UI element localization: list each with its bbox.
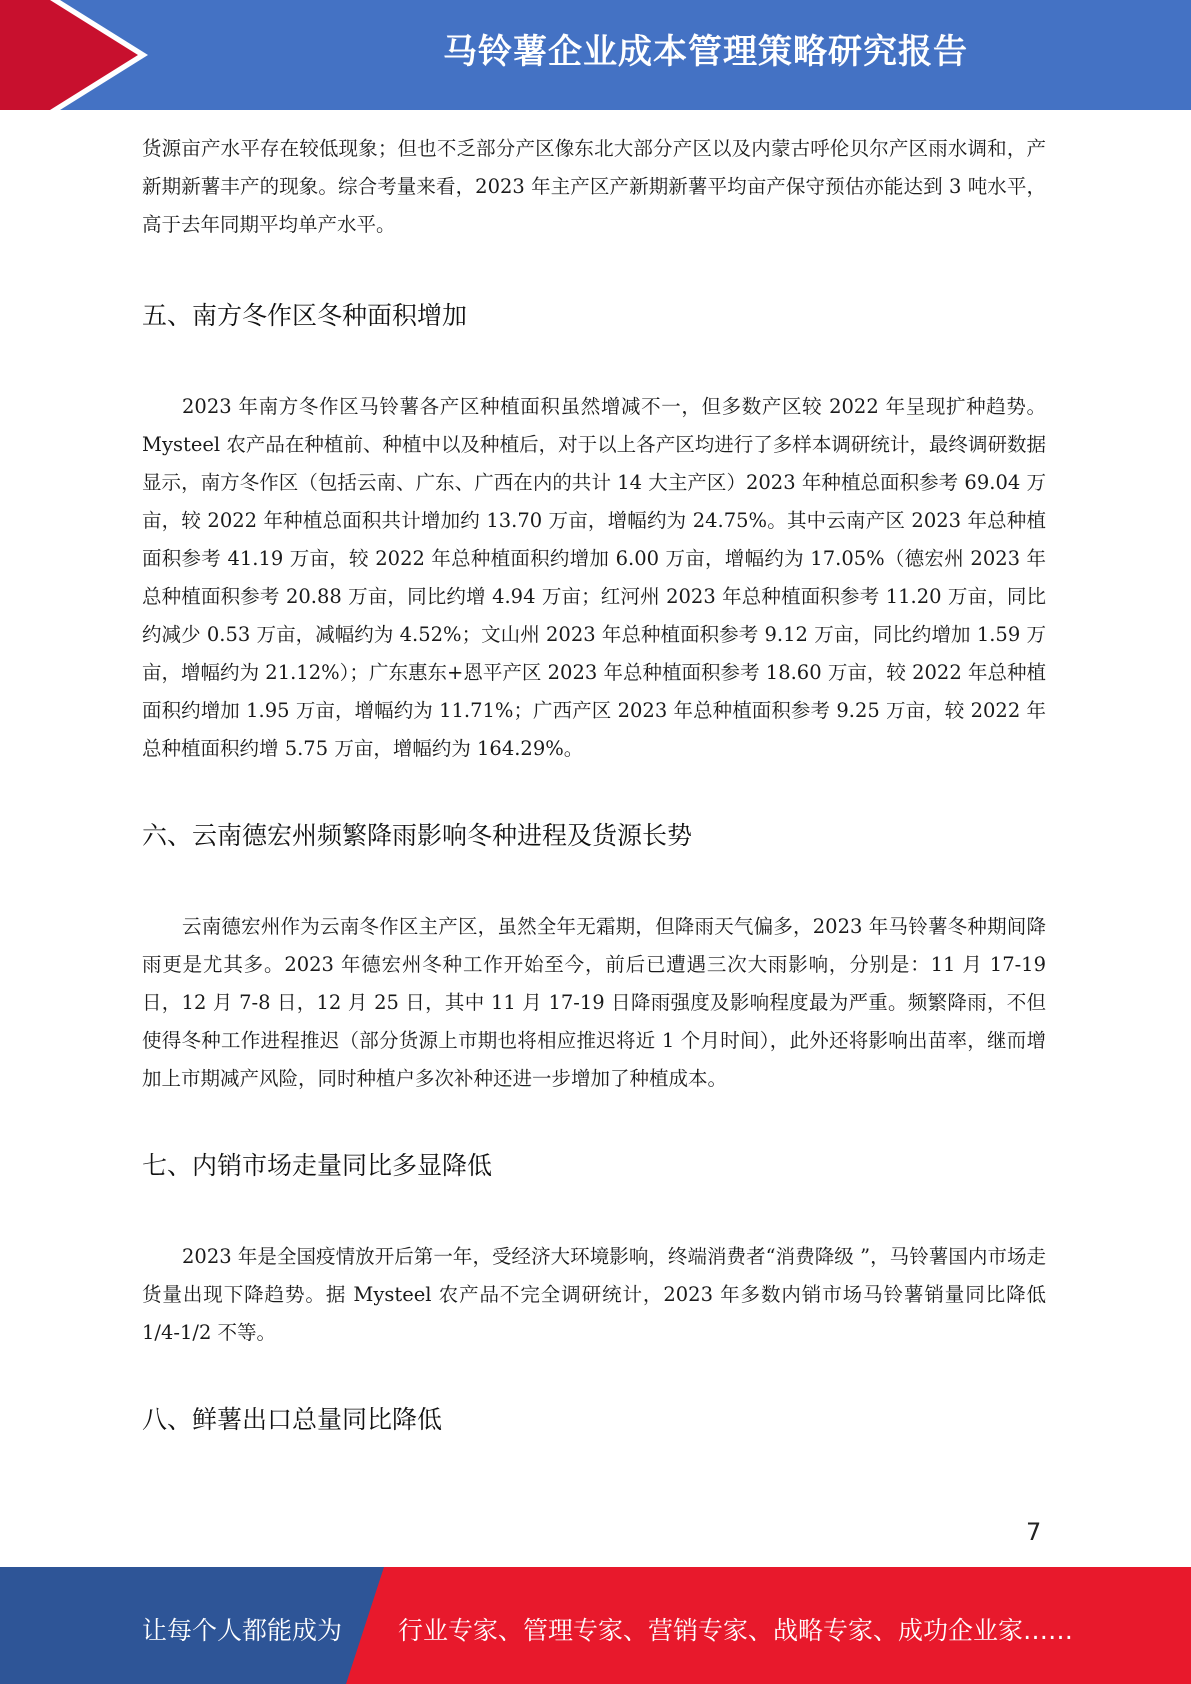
report-title: 马铃薯企业成本管理策略研究报告 bbox=[443, 32, 968, 72]
page-header bbox=[0, 0, 1191, 110]
section-heading-6: 六、云南德宏州频繁降雨影响冬种进程及货源长势 bbox=[142, 821, 693, 850]
section-paragraph-5: 2023 年南方冬作区马铃薯各产区种植面积虽然增减不一，但多数产区较 2022 年呈现扩种趋势。Mysteel 农产品在种植前、种植中以及种植后，对于以上各产区均进行了多样本调研统计，最终调研数据显示，南方冬作区（包括云南、广东、广西在内的共计 14 大主产区）2023 年种植总面积参考 69.04 万亩，较 2022 年种植总面积共计增加约 13.70 万亩，增幅约为 24.75%。其中云南产区 2023 年总种植面积参考 41.19 万亩，较 2022 年总种植面积约增加 6.00 万亩，增幅约为 17.05%（德宏州 2023 年总种植面积参考 20.88 万亩，同比约增 4.94 万亩；红河州 2023 年总种植面积参考 11.20 万亩，同比约减少 0.53 万亩，减幅约为 4.52%；文山州 2023 年总种植面积参考 9.12 万亩，同比约增加 1.59 万亩，增幅约为 21.12%）；广东惠东+恩平产区 2023 年总种植面积参考 18.60 万亩，较 2022 年总种植面积约增加 1.95 万亩，增幅约为 11.71%；广西产区 2023 年总种植面积参考 9.25 万亩，较 2022 年总种植面积约增 5.75 万亩，增幅约为 164.29%。 bbox=[142, 395, 1046, 760]
page-number: 7 bbox=[1026, 1518, 1042, 1546]
intro-paragraph: 货源亩产水平存在较低现象；但也不乏部分产区像东北大部分产区以及内蒙古呼伦贝尔产区雨水调和，产新期新薯丰产的现象。综合考量来看，2023 年主产区产新期新薯平均亩产保守预估亦能达到 3 吨水平，高于去年同期平均单产水平。 bbox=[142, 137, 1046, 236]
footer-slogan-left: 让每个人都能成为 bbox=[142, 1616, 343, 1645]
section-paragraph-7: 2023 年是全国疫情放开后第一年，受经济大环境影响，终端消费者“消费降级 ”，马铃薯国内市场走货量出现下降趋势。据 Mysteel 农产品不完全调研统计，2023 年多数内销市场马铃薯销量同比降低 1/4-1/2 不等。 bbox=[142, 1245, 1046, 1344]
section-heading-5: 五、南方冬作区冬种面积增加 bbox=[142, 301, 468, 330]
section-heading-7: 七、内销市场走量同比多显降低 bbox=[142, 1151, 493, 1180]
page-content bbox=[142, 130, 1046, 1436]
section-paragraph-6: 云南德宏州作为云南冬作区主产区，虽然全年无霜期，但降雨天气偏多，2023 年马铃薯冬种期间降雨更是尤其多。2023 年德宏州冬种工作开始至今，前后已遭遇三次大雨影响，分别是：11 月 17-19 日，12 月 7-8 日，12 月 25 日，其中 11 月 17-19 日降雨强度及影响程度最为严重。频繁降雨，不但使得冬种工作进程推迟（部分货源上市期也将相应推迟将近 1 个月时间），此外还将影响出苗率，继而增加上市期减产风险，同时种植户多次补种还进一步增加了种植成本。 bbox=[142, 915, 1046, 1090]
section-heading-8: 八、鲜薯出口总量同比降低 bbox=[142, 1405, 443, 1434]
page-footer bbox=[0, 1567, 1191, 1684]
footer-slogan-right: 行业专家、管理专家、营销专家、战略专家、成功企业家…… bbox=[398, 1616, 1074, 1645]
